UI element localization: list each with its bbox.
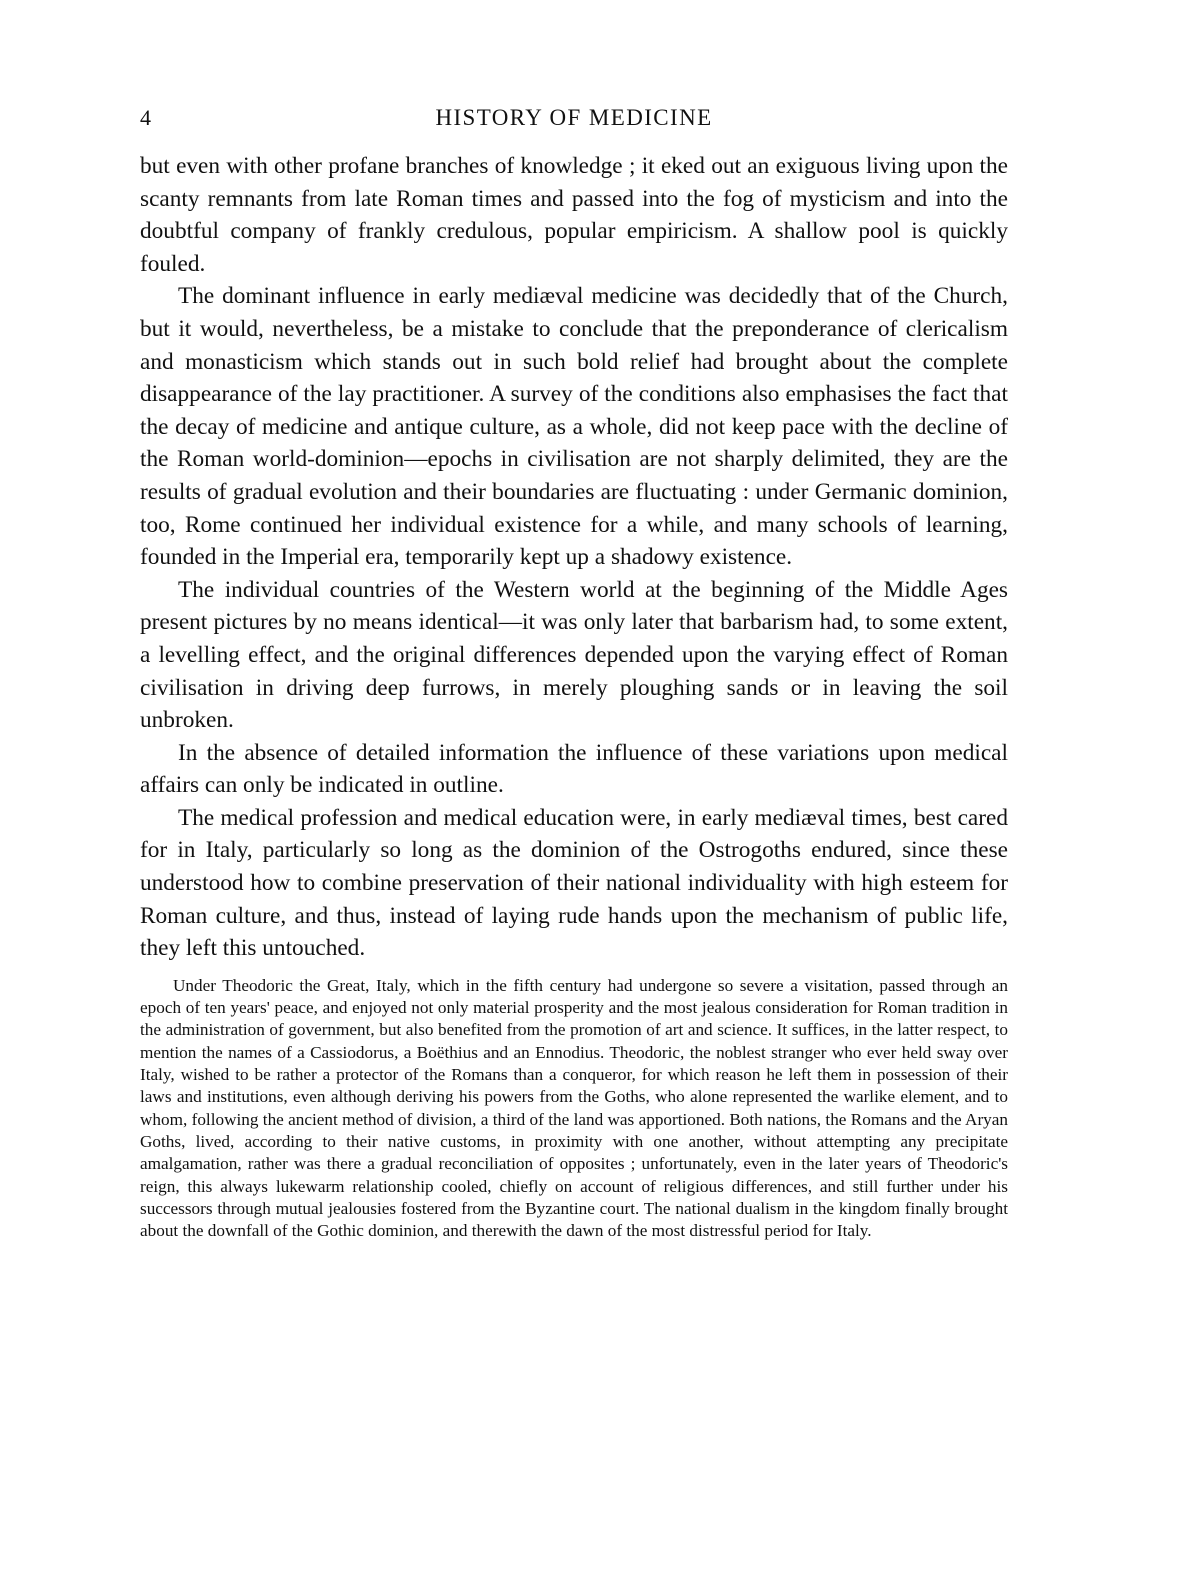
body-text (140, 150, 1008, 1242)
paragraph-medical-profession-italy: The medical profession and medical education were, in early mediæval times, best cared for in Italy, particularly so long as the dominion of the Ostrogoths endured, since these understood how to combine preservation of their national individuality with high esteem for Roman culture, and thus, instead of laying rude hands upon the mechanism of public life, they left this untouched. (140, 804, 1008, 962)
paragraph-church-influence: The dominant influence in early mediæval medicine was decidedly that of the Church, but it would, nevertheless, be a mistake to conclude that the preponderance of clericalism and monasticism which stands out in such bold relief had brought about the complete disappearance of the lay practitioner. A survey of the conditions also emphasises the fact that the decay of medicine and antique culture, as a whole, did not keep pace with the decline of the Roman world-dominion—epochs in civilisation are not sharply delimited, they are the results of gradual evolution and their boundaries are fluctuating : under Germanic dominion, too, Rome continued her individual existence for a while, and many schools of learning, founded in the Imperial era, temporarily kept up a shadowy existence. (140, 283, 1008, 571)
book-page (140, 0, 1008, 1588)
paragraph-western-countries: The individual countries of the Western world at the beginning of the Middle Ages present pictures by no means identical—it was only later that barbarism had, to some extent, a levelling effect, and the original differences depended upon the varying effect of Roman civilisation in driving deep furrows, in merely ploughing sands or in leaving the soil unbroken. (140, 576, 1008, 734)
paragraph-absence-of-information: In the absence of detailed information the influence of these variations upon medical affairs can only be indicated in outline. (140, 739, 1008, 799)
small-print-note-theodoric: Under Theodoric the Great, Italy, which in the fifth century had undergone so severe a visitation, passed through an epoch of ten years' peace, and enjoyed not only material prosperity and the most jealous consideration for Roman tradition in the administration of government, but also benefited from the promotion of art and science. It suffices, in the latter respect, to mention the names of a Cassiodorus, a Boëthius and an Ennodius. Theodoric, the noblest stranger who ever held sway over Italy, wished to be rather a protector of the Romans than a conqueror, for which reason he left them in possession of their laws and institutions, even although deriving his powers from the Goths, who alone represented the warlike element, and to whom, following the ancient method of division, a third of the land was apportioned. Both nations, the Romans and the Aryan Goths, lived, according to their native customs, in proximity with one another, without attempting any precipitate amalgamation, rather was there a gradual reconciliation of opposites ; unfortunately, even in the later years of Theodoric's reign, this always lukewarm relationship cooled, chiefly on account of religious differences, and still further under his successors through mutual jealousies fostered from the Byzantine court. The national dualism in the kingdom finally brought about the downfall of the Gothic dominion, and therewith the dawn of the most distressful period for Italy. (140, 975, 1008, 1241)
page-number: 4 (140, 105, 151, 130)
running-title: HISTORY OF MEDICINE (435, 105, 713, 130)
paragraph-continued: but even with other profane branches of knowledge ; it eked out an exiguous living upon the scanty remnants from late Roman times and passed into the fog of mysticism and into the doubtful company of frankly credulous, popular empiricism. A shallow pool is quickly fouled. (140, 153, 1008, 277)
running-head (140, 104, 1008, 134)
